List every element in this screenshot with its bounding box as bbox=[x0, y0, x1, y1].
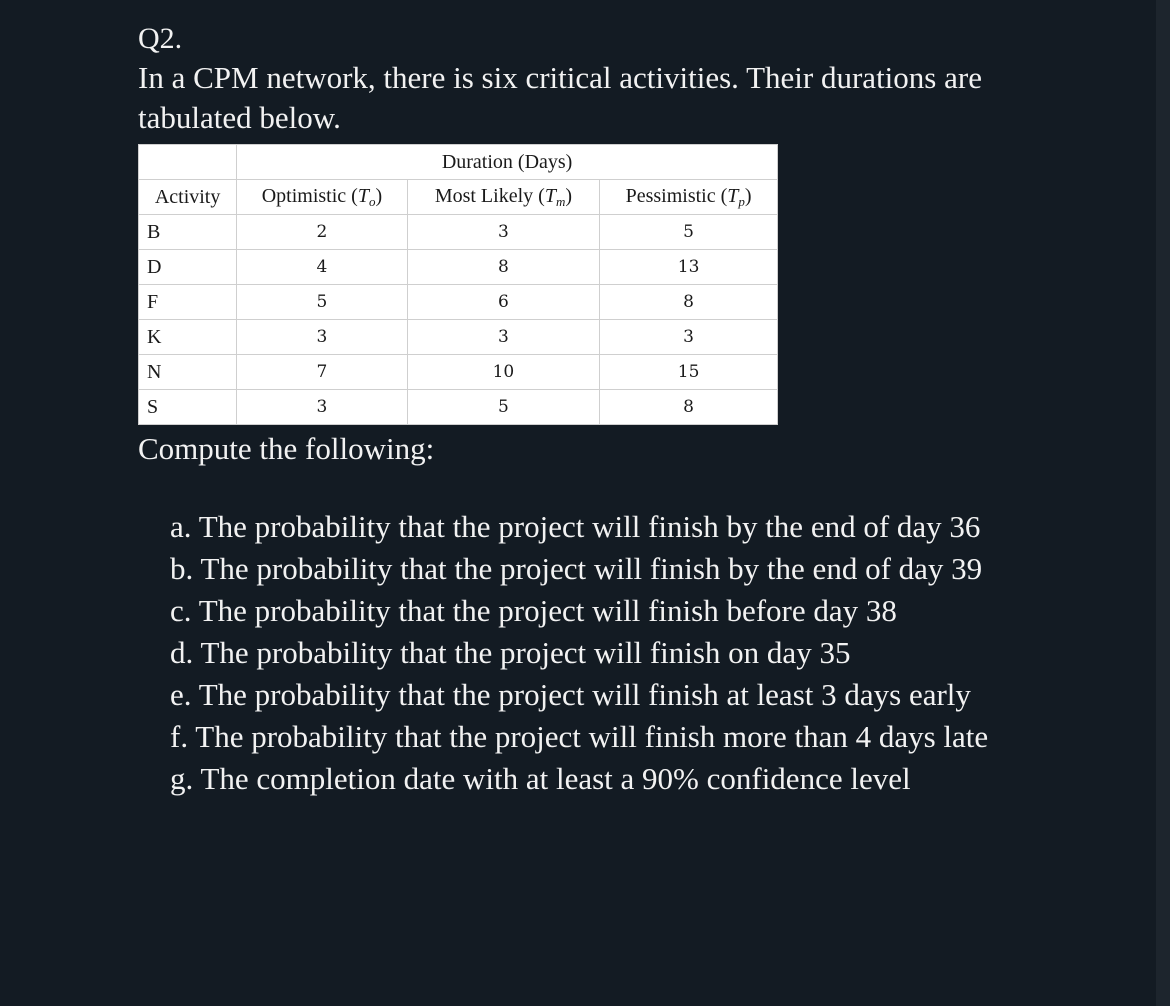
most-likely-cell: 3 bbox=[407, 215, 600, 250]
table-row bbox=[139, 320, 778, 355]
duration-table-container bbox=[138, 144, 778, 425]
pessimistic-cell: 8 bbox=[600, 285, 778, 320]
activity-cell: D bbox=[139, 250, 237, 285]
column-header-activity: Activity bbox=[139, 180, 237, 215]
table-group-header-row bbox=[139, 145, 778, 180]
table-row bbox=[139, 250, 778, 285]
optimistic-cell: 5 bbox=[237, 285, 407, 320]
list-item: a. The probability that the project will finish by the end of day 36 bbox=[170, 509, 981, 544]
activity-cell: K bbox=[139, 320, 237, 355]
activity-cell: N bbox=[139, 355, 237, 390]
column-header-pessimistic: Pessimistic $(T_p)$ bbox=[600, 180, 778, 215]
table-row bbox=[139, 285, 778, 320]
duration-table bbox=[138, 144, 778, 425]
pessimistic-cell: 13 bbox=[600, 250, 778, 285]
most-likely-cell: 8 bbox=[407, 250, 600, 285]
pessimistic-cell: 3 bbox=[600, 320, 778, 355]
question-list bbox=[170, 507, 1040, 799]
column-header-most-likely: Most Likely $(T_m)$ bbox=[407, 180, 600, 215]
activity-cell: B bbox=[139, 215, 237, 250]
activity-cell: S bbox=[139, 390, 237, 425]
list-item: d. The probability that the project will finish on day 35 bbox=[170, 635, 851, 670]
column-header-optimistic: Optimistic $(T_o)$ bbox=[237, 180, 407, 215]
optimistic-cell: 3 bbox=[237, 390, 407, 425]
list-item: e. The probability that the project will finish at least 3 days early bbox=[170, 677, 971, 712]
pessimistic-cell: 8 bbox=[600, 390, 778, 425]
question-number: Q2. bbox=[138, 22, 183, 55]
most-likely-cell: 6 bbox=[407, 285, 600, 320]
table-column-header-row bbox=[139, 180, 778, 215]
document-content bbox=[138, 20, 1138, 801]
list-item: f. The probability that the project will finish more than 4 days late bbox=[170, 719, 989, 754]
activity-cell: F bbox=[139, 285, 237, 320]
most-likely-cell: 5 bbox=[407, 390, 600, 425]
optimistic-cell: 3 bbox=[237, 320, 407, 355]
table-row bbox=[139, 355, 778, 390]
optimistic-cell: 4 bbox=[237, 250, 407, 285]
table-row bbox=[139, 215, 778, 250]
list-item: b. The probability that the project will finish by the end of day 39 bbox=[170, 551, 983, 586]
most-likely-cell: 3 bbox=[407, 320, 600, 355]
pessimistic-cell: 5 bbox=[600, 215, 778, 250]
right-edge-bar bbox=[1156, 0, 1170, 1006]
question-intro: In a CPM network, there is six critical activities. Their durations are tabulated below. bbox=[138, 60, 982, 135]
list-item: g. The completion date with at least a 90% confidence level bbox=[170, 761, 911, 796]
table-row bbox=[139, 390, 778, 425]
table-corner-cell bbox=[139, 145, 237, 180]
optimistic-cell: 2 bbox=[237, 215, 407, 250]
list-item: c. The probability that the project will finish before day 38 bbox=[170, 593, 897, 628]
duration-group-header: Duration (Days) bbox=[237, 145, 778, 180]
compute-label: Compute the following: bbox=[138, 431, 435, 466]
optimistic-cell: 7 bbox=[237, 355, 407, 390]
pessimistic-cell: 15 bbox=[600, 355, 778, 390]
most-likely-cell: 10 bbox=[407, 355, 600, 390]
